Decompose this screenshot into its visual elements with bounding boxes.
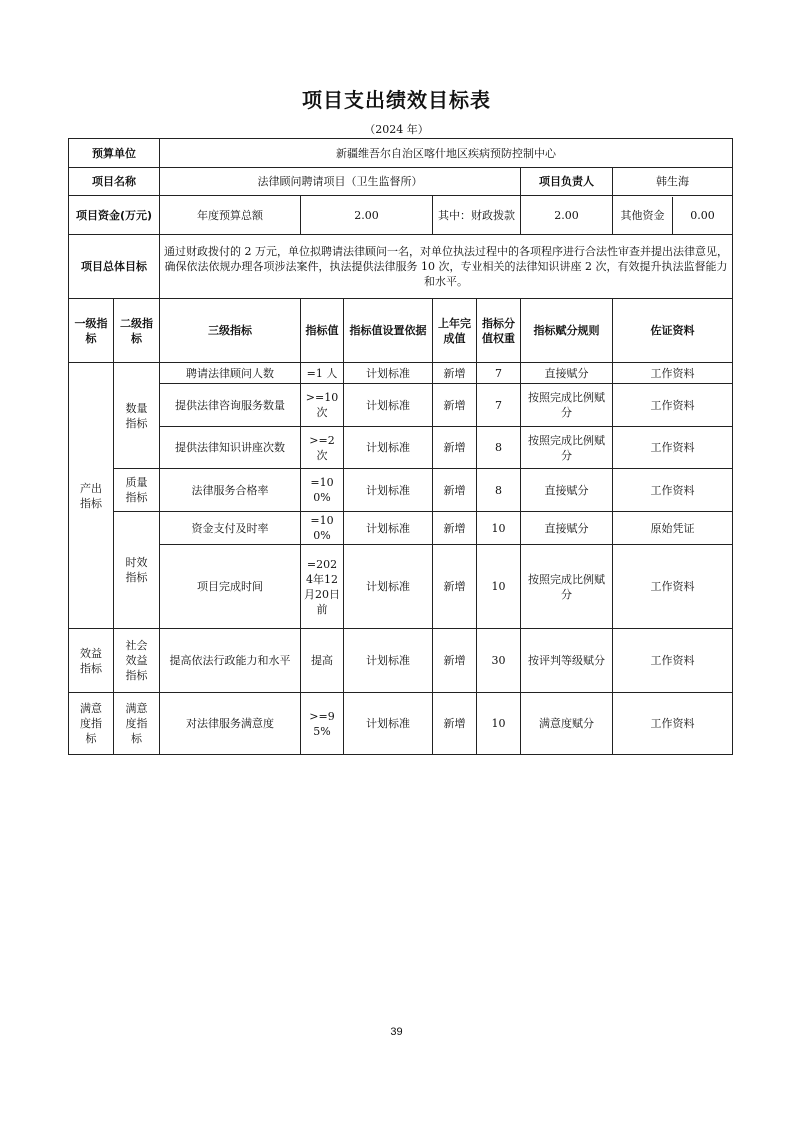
indicator-last-year: 新增 [433, 545, 477, 629]
col-header-value: 指标值 [301, 299, 344, 363]
indicator-evidence: 工作资料 [613, 469, 733, 512]
indicator-name: 提供法律知识讲座次数 [160, 427, 301, 469]
indicator-name: 项目完成时间 [160, 545, 301, 629]
indicator-evidence: 工作资料 [613, 545, 733, 629]
indicator-name: 提高依法行政能力和水平 [160, 629, 301, 693]
col-header-basis: 指标值设置依据 [344, 299, 433, 363]
budget-unit-row [69, 139, 733, 168]
other-fund-label: 其他资金 [613, 197, 673, 234]
col-header-weight: 指标分值权重 [477, 299, 521, 363]
indicator-rule: 满意度赋分 [521, 693, 613, 755]
overall-goal-row [69, 235, 733, 299]
indicator-basis: 计划标准 [344, 384, 433, 427]
indicator-value: >=2次 [301, 427, 344, 469]
table-row [69, 469, 733, 512]
indicator-last-year: 新增 [433, 693, 477, 755]
fiscal-allocation-value: 2.00 [521, 196, 613, 235]
indicator-basis: 计划标准 [344, 693, 433, 755]
col-header-level3: 三级指标 [160, 299, 301, 363]
indicator-basis: 计划标准 [344, 512, 433, 545]
indicator-evidence: 工作资料 [613, 629, 733, 693]
indicator-value: =100% [301, 512, 344, 545]
indicator-last-year: 新增 [433, 512, 477, 545]
table-row [69, 512, 733, 545]
level2-social-benefit: 社会效益指标 [114, 629, 160, 693]
other-fund-value: 0.00 [690, 208, 715, 222]
table-row [69, 693, 733, 755]
overall-goal-label: 项目总体目标 [69, 235, 160, 299]
indicator-last-year: 新增 [433, 427, 477, 469]
col-header-evidence: 佐证资料 [613, 299, 733, 363]
project-name-row [69, 168, 733, 196]
table-row [69, 545, 733, 629]
col-header-level2: 二级指标 [114, 299, 160, 363]
indicator-basis: 计划标准 [344, 629, 433, 693]
indicator-rule: 直接赋分 [521, 512, 613, 545]
table-row [69, 427, 733, 469]
indicator-basis: 计划标准 [344, 545, 433, 629]
col-header-level1: 一级指标 [69, 299, 114, 363]
indicator-evidence: 工作资料 [613, 384, 733, 427]
overall-goal-text: 通过财政拨付的 2 万元，单位拟聘请法律顾问一名，对单位执法过程中的各项程序进行合法性审查并提出法律意见，确保依法依规办理各项涉法案件，执法提供法律服务 10 次，专业相关的法律知识讲座 2 次，有效提升执法监督能力和水平。 [160, 235, 733, 299]
indicator-evidence: 工作资料 [613, 363, 733, 384]
indicator-evidence: 工作资料 [613, 693, 733, 755]
indicator-rule: 直接赋分 [521, 363, 613, 384]
table-row [69, 363, 733, 384]
indicator-evidence: 原始凭证 [613, 512, 733, 545]
indicator-value: >=95% [301, 693, 344, 755]
indicator-weight: 7 [477, 363, 521, 384]
indicator-last-year: 新增 [433, 469, 477, 512]
col-header-last-year: 上年完成值 [433, 299, 477, 363]
indicator-weight: 8 [477, 469, 521, 512]
indicator-weight: 10 [477, 545, 521, 629]
indicator-rule: 按照完成比例赋分 [521, 545, 613, 629]
indicator-rule: 按照完成比例赋分 [521, 427, 613, 469]
page-title: 项目支出绩效目标表 [302, 88, 491, 112]
indicator-value: =2024年12月20日前 [301, 545, 344, 629]
indicator-rule: 直接赋分 [521, 469, 613, 512]
level2-satisfaction: 满意度指标 [114, 693, 160, 755]
indicator-basis: 计划标准 [344, 363, 433, 384]
indicator-value: >=10次 [301, 384, 344, 427]
performance-target-table [68, 138, 733, 755]
level2-quantity: 数量指标 [114, 363, 160, 469]
indicator-name: 聘请法律顾问人数 [160, 363, 301, 384]
indicator-last-year: 新增 [433, 629, 477, 693]
annual-total-label: 年度预算总额 [160, 196, 301, 235]
level2-quality: 质量指标 [114, 469, 160, 512]
indicator-basis: 计划标准 [344, 427, 433, 469]
year-label: （2024 年） [364, 123, 429, 136]
table-row [69, 384, 733, 427]
other-fund-label-value [613, 196, 733, 235]
indicator-rule: 按照完成比例赋分 [521, 384, 613, 427]
column-header-row [69, 299, 733, 363]
table-row [69, 629, 733, 693]
annual-total-value: 2.00 [301, 196, 433, 235]
col-header-rule: 指标赋分规则 [521, 299, 613, 363]
indicator-value: =100% [301, 469, 344, 512]
indicator-weight: 7 [477, 384, 521, 427]
project-name-label: 项目名称 [69, 168, 160, 196]
indicator-basis: 计划标准 [344, 469, 433, 512]
indicator-weight: 10 [477, 512, 521, 545]
page-number: 39 [390, 1026, 403, 1038]
project-leader-value: 韩生海 [613, 168, 733, 196]
indicator-weight: 10 [477, 693, 521, 755]
indicator-weight: 8 [477, 427, 521, 469]
project-fund-row [69, 196, 733, 235]
indicator-evidence: 工作资料 [613, 427, 733, 469]
indicator-name: 资金支付及时率 [160, 512, 301, 545]
level1-benefit: 效益指标 [69, 629, 114, 693]
indicator-value: =1 人 [301, 363, 344, 384]
indicator-last-year: 新增 [433, 363, 477, 384]
project-leader-label: 项目负责人 [521, 168, 613, 196]
level1-output: 产出指标 [69, 363, 114, 629]
indicator-name: 对法律服务满意度 [160, 693, 301, 755]
indicator-rule: 按评判等级赋分 [521, 629, 613, 693]
indicator-name: 提供法律咨询服务数量 [160, 384, 301, 427]
indicator-name: 法律服务合格率 [160, 469, 301, 512]
project-fund-label: 项目资金(万元) [69, 196, 160, 235]
fiscal-allocation-label: 其中：财政拨款 [433, 196, 521, 235]
indicator-weight: 30 [477, 629, 521, 693]
level2-timeliness: 时效指标 [114, 512, 160, 629]
indicator-value: 提高 [301, 629, 344, 693]
level1-satisfaction: 满意度指标 [69, 693, 114, 755]
indicator-last-year: 新增 [433, 384, 477, 427]
budget-unit-label: 预算单位 [69, 139, 160, 168]
project-name-value: 法律顾问聘请项目（卫生监督所） [160, 168, 521, 196]
budget-unit-value: 新疆维吾尔自治区喀什地区疾病预防控制中心 [160, 139, 733, 168]
